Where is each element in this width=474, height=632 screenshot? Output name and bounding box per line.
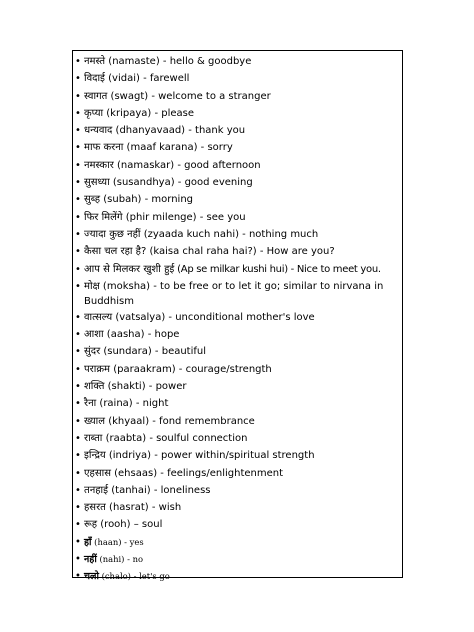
bullet-icon: • xyxy=(75,177,81,189)
translation: (maaf karana) - sorry xyxy=(123,142,233,154)
list-item xyxy=(72,227,402,244)
hindi-term: हाँ xyxy=(84,536,92,548)
list-item xyxy=(72,140,402,157)
list-item xyxy=(72,535,402,552)
hindi-term: ज्यादा कुछ नहीं xyxy=(84,228,141,240)
translation: (vatsalya) - unconditional mother's love xyxy=(112,311,315,323)
translation: (namaste) - hello & goodbye xyxy=(105,56,252,67)
hindi-term: विदाई xyxy=(84,73,105,85)
hindi-term: धन्यवाद xyxy=(84,125,113,137)
bullet-icon: • xyxy=(75,450,81,462)
bullet-icon: • xyxy=(75,467,81,479)
bullet-icon: • xyxy=(75,263,81,275)
list-item xyxy=(72,310,402,327)
hindi-term: कैसा चल रहा है? xyxy=(84,246,147,258)
bullet-icon: • xyxy=(75,415,81,427)
bullet-icon: • xyxy=(75,228,81,240)
hindi-term: पराक्रम xyxy=(84,363,111,375)
translation: (aasha) - hope xyxy=(103,329,180,341)
bullet-icon: • xyxy=(75,329,81,341)
list-item xyxy=(72,71,402,88)
list-item xyxy=(72,448,402,465)
hindi-term: सुब्ह xyxy=(84,194,101,206)
translation: (kaisa chal raha hai?) - How are you? xyxy=(146,246,335,258)
list-item xyxy=(72,500,402,517)
translation: (chalo) - let's go xyxy=(98,571,170,582)
translation: (susandhya) - good evening xyxy=(109,177,253,189)
list-item xyxy=(72,123,402,140)
hindi-term: हसरत xyxy=(84,502,106,514)
bullet-icon: • xyxy=(75,56,81,67)
hindi-term: नमस्ते xyxy=(84,56,106,67)
list-item xyxy=(72,414,402,431)
hindi-term: वात्सल्य xyxy=(84,311,113,323)
translation: (haan) - yes xyxy=(91,536,144,547)
hindi-term: ख्याल xyxy=(84,415,106,427)
list-item xyxy=(72,327,402,344)
translation: (vidai) - farewell xyxy=(104,73,190,85)
translation: (sundara) - beautiful xyxy=(100,346,207,358)
bullet-icon: • xyxy=(75,211,81,223)
list-item xyxy=(72,362,402,379)
translation: (hasrat) - wish xyxy=(105,502,182,514)
translation: (shakti) - power xyxy=(104,381,187,393)
translation: (zyaada kuch nahi) - nothing much xyxy=(140,228,319,240)
bullet-icon: • xyxy=(75,159,81,171)
translation: (dhanyavaad) - thank you xyxy=(112,125,246,137)
list-item xyxy=(72,279,402,310)
bullet-icon: • xyxy=(75,246,81,258)
bullet-icon: • xyxy=(75,346,81,358)
bullet-icon: • xyxy=(75,519,81,531)
hindi-term: फिर मिलेंगे xyxy=(84,211,123,223)
translation: (ehsaas) - feelings/enlightenment xyxy=(110,467,284,479)
hindi-term: शक्ति xyxy=(84,381,105,393)
list-item xyxy=(72,483,402,500)
translation: (rooh) – soul xyxy=(97,519,163,531)
hindi-term: स्वागत xyxy=(84,90,108,102)
hindi-term: इन्द्रिय xyxy=(84,450,106,462)
hindi-term: सुंदर xyxy=(84,346,101,358)
bullet-icon: • xyxy=(75,107,81,119)
hindi-term: कृप्या xyxy=(84,107,104,119)
bullet-icon: • xyxy=(75,502,81,514)
hindi-term: आप से मिलकर खुशी हुई xyxy=(84,263,175,275)
list-item xyxy=(72,210,402,227)
translation: (namaskar) - good afternoon xyxy=(113,159,261,171)
bullet-icon: • xyxy=(75,363,81,375)
hindi-term: सुसध्या xyxy=(84,177,110,189)
translation: (Ap se milkar kushi hui) - Nice to meet you. xyxy=(174,263,381,275)
bullet-icon: • xyxy=(75,280,81,292)
bullet-icon: • xyxy=(75,571,81,583)
hindi-term: तनहाई xyxy=(84,484,109,496)
list-item xyxy=(72,569,402,586)
list-item xyxy=(72,517,402,534)
translation: (indriya) - power within/spiritual strength xyxy=(105,450,315,462)
translation: (swagt) - welcome to a stranger xyxy=(107,90,271,102)
list-item xyxy=(72,175,402,192)
bullet-icon: • xyxy=(75,484,81,496)
bullet-icon: • xyxy=(75,554,81,566)
hindi-term: नमस्कार xyxy=(84,159,114,171)
hindi-term: माफ करना xyxy=(84,142,124,154)
list-item xyxy=(72,192,402,209)
hindi-term: एहसास xyxy=(84,467,111,479)
list-item xyxy=(72,106,402,123)
list-item xyxy=(72,396,402,413)
bullet-icon: • xyxy=(75,142,81,154)
hindi-term: राब्ता xyxy=(84,432,103,444)
list-item xyxy=(72,344,402,361)
hindi-vocabulary-list xyxy=(72,54,402,587)
list-item xyxy=(72,379,402,396)
list-item xyxy=(72,158,402,175)
translation: (paraakram) - courage/strength xyxy=(110,363,272,375)
translation: (raina) - night xyxy=(96,398,169,410)
list-item xyxy=(72,466,402,483)
translation: (kripaya) - please xyxy=(103,107,195,119)
bullet-icon: • xyxy=(75,536,81,548)
bullet-icon: • xyxy=(75,73,81,85)
list-item xyxy=(72,89,402,106)
translation: (raabta) - soulful connection xyxy=(102,432,248,444)
translation: (phir milenge) - see you xyxy=(122,211,246,223)
bullet-icon: • xyxy=(75,90,81,102)
hindi-term: नहीं xyxy=(84,554,97,566)
bullet-icon: • xyxy=(75,381,81,393)
hindi-term: रैना xyxy=(84,398,97,410)
hindi-term: चलो xyxy=(84,571,99,583)
translation: (khyaal) - fond remembrance xyxy=(105,415,255,427)
hindi-term: मोक्ष xyxy=(84,280,100,292)
hindi-term: आशा xyxy=(84,329,104,341)
list-item xyxy=(72,431,402,448)
list-item xyxy=(72,552,402,569)
translation: (tanhai) - loneliness xyxy=(108,484,211,496)
list-item xyxy=(72,262,402,279)
hindi-term: रूह xyxy=(84,519,98,531)
translation: (subah) - morning xyxy=(100,194,193,206)
list-item xyxy=(72,244,402,261)
bullet-icon: • xyxy=(75,125,81,137)
translation: (nahi) - no xyxy=(96,554,144,565)
bullet-icon: • xyxy=(75,398,81,410)
bullet-icon: • xyxy=(75,311,81,323)
bullet-icon: • xyxy=(75,194,81,206)
translation: (moksha) - to be free or to let it go; similar to nirvana in Buddhism xyxy=(84,280,384,307)
bullet-icon: • xyxy=(75,432,81,444)
list-item xyxy=(72,54,402,71)
